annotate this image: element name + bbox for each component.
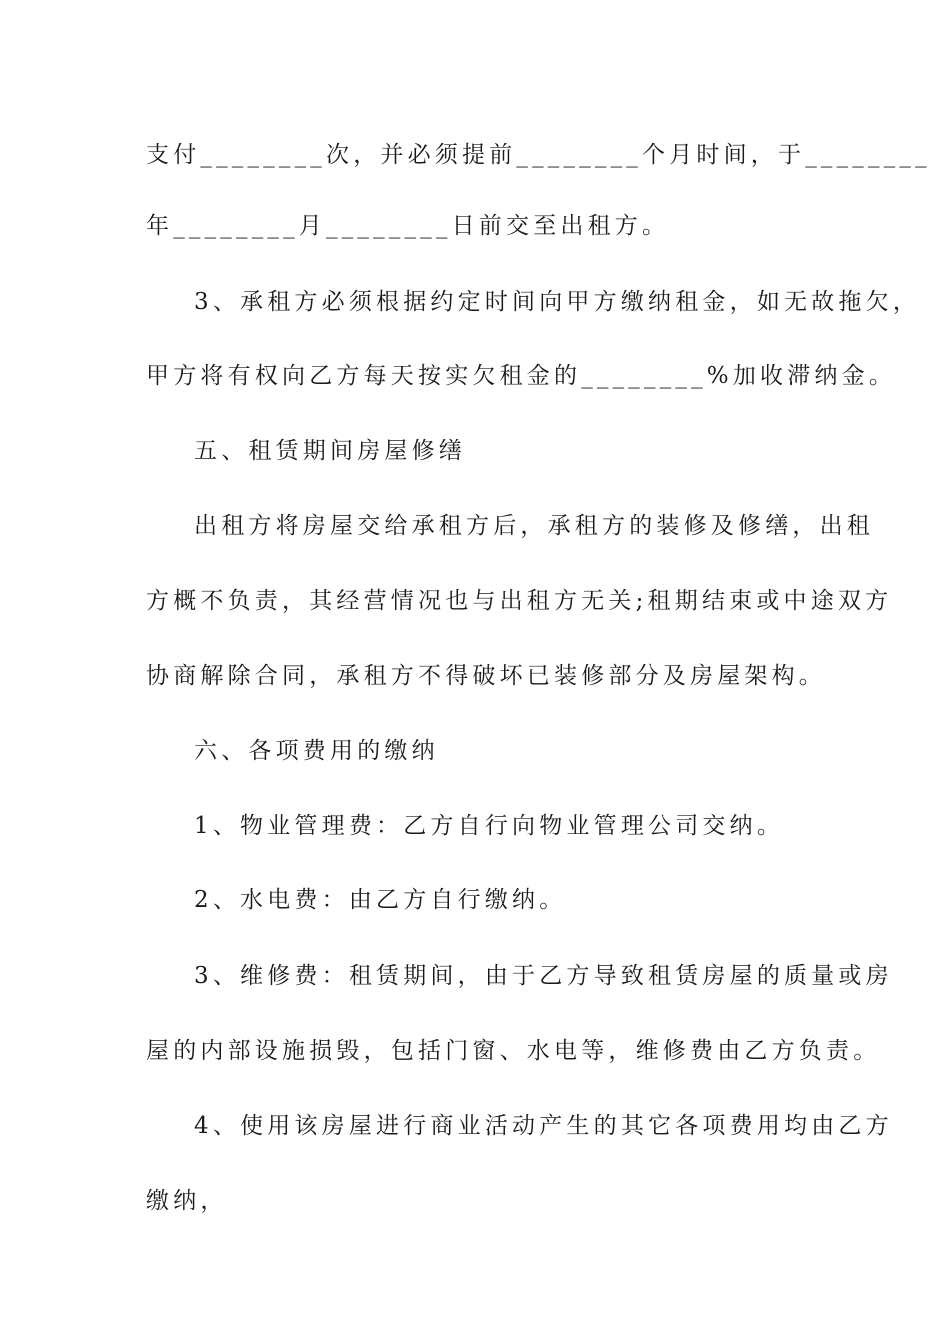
text-line: 3、承租方必须根据约定时间向甲方缴纳租金，如无故拖欠， <box>194 289 921 315</box>
text-line: 3、维修费：租赁期间，由于乙方导致租赁房屋的质量或房 <box>194 963 893 989</box>
section-heading: 五、租赁期间房屋修缮 <box>194 438 466 464</box>
text-line: 缴纳， <box>146 1188 228 1214</box>
section-heading: 六、各项费用的缴纳 <box>194 738 439 764</box>
text-line: 2、水电费：由乙方自行缴纳。 <box>194 887 567 913</box>
text-line: 协商解除合同，承租方不得破坏已装修部分及房屋架构。 <box>146 663 826 689</box>
text-line: 4、使用该房屋进行商业活动产生的其它各项费用均由乙方 <box>194 1113 893 1139</box>
text-line: 年________月________日前交至出租方。 <box>146 213 670 239</box>
text-line: 1、物业管理费：乙方自行向物业管理公司交纳。 <box>194 813 785 839</box>
text-line: 方概不负责，其经营情况也与出租方无关;租期结束或中途双方 <box>146 588 893 614</box>
text-line: 支付________次，并必须提前________个月时间，于________ <box>146 142 931 168</box>
text-line: 甲方将有权向乙方每天按实欠租金的________%加收滞纳金。 <box>146 363 897 389</box>
text-line: 屋的内部设施损毁，包括门窗、水电等，维修费由乙方负责。 <box>146 1038 881 1064</box>
text-line: 出租方将房屋交给承租方后，承租方的装修及修缮，出租 <box>194 513 874 539</box>
